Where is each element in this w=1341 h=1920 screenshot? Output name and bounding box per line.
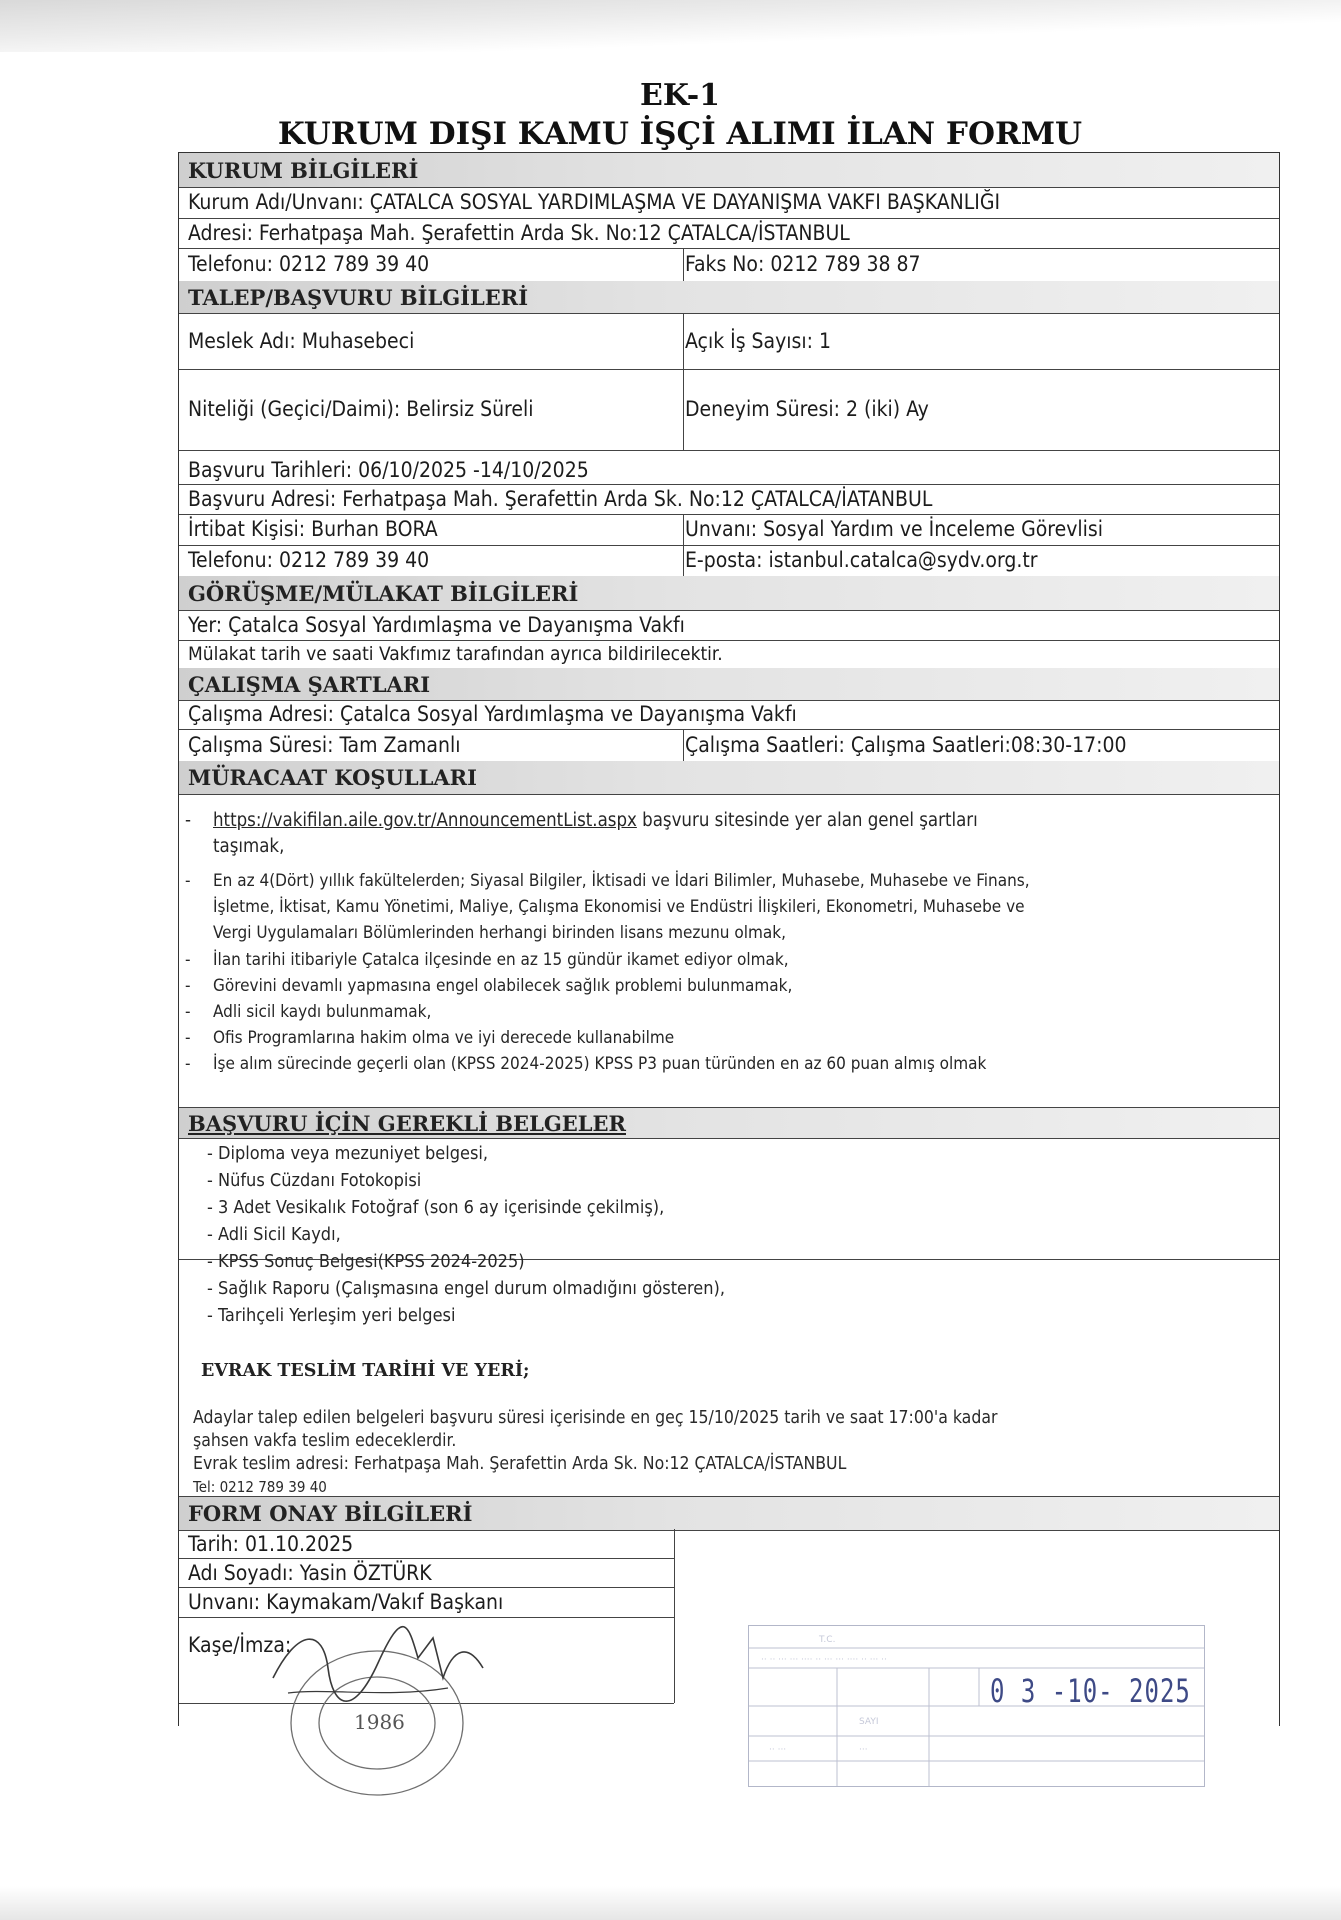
calisma-hours: Çalışma Saatleri: Çalışma Saatleri:08:30-17:00 xyxy=(685,732,1127,757)
talep-contact-title: Unvanı: Sosyal Yardım ve İnceleme Görevlisi xyxy=(685,517,1103,541)
annex-label: EK-1 xyxy=(639,78,721,113)
condition-text: Ofis Programlarına hakim olma ve iyi derecede kullanabilme xyxy=(213,1028,675,1048)
talep-contact-row xyxy=(179,514,1279,546)
talep-profession-row xyxy=(179,313,1279,370)
condition-item xyxy=(185,1025,1265,1051)
svg-text:T.C.: T.C. xyxy=(819,1635,836,1645)
onay-date: Tarih: 01.10.2025 xyxy=(188,1531,354,1556)
condition-item xyxy=(185,999,1265,1025)
evrak-line: şahsen vakfa teslim edeceklerdir. xyxy=(193,1431,457,1451)
section-muracaat xyxy=(179,761,1279,795)
talep-dates: Başvuru Tarihleri: 06/10/2025 -14/10/2025 xyxy=(188,458,589,482)
talep-open-positions: Açık İş Sayısı: 1 xyxy=(685,328,832,353)
onay-stamp-label: Kaşe/İmza: xyxy=(188,1633,292,1657)
form-title: KURUM DIŞI KAMU İŞÇİ ALIMI İLAN FORMU xyxy=(277,116,1083,152)
section-calisma xyxy=(179,668,1279,701)
document-item: - 3 Adet Vesikalık Fotoğraf (son 6 ay içerisinde çekilmiş), xyxy=(207,1197,665,1218)
onay-title: Unvanı: Kaymakam/Vakıf Başkanı xyxy=(188,1590,504,1614)
svg-text:·· ·· ··· ··· ···· ·· ··· ···: ·· ·· ··· ··· ···· ·· ··· ··· ···· ·· ··· ·· xyxy=(761,1655,887,1665)
section-kurum xyxy=(179,153,1279,188)
signature xyxy=(268,1618,528,1738)
bullet-dash: - xyxy=(185,871,191,891)
condition-text: başvuru sitesinde yer alan genel şartları xyxy=(636,810,978,831)
onay-date-row xyxy=(179,1529,674,1559)
section-onay-title: FORM ONAY BİLGİLERİ xyxy=(188,1501,473,1526)
section-muracaat-title: MÜRACAAT KOŞULLARI xyxy=(188,765,477,790)
evrak-heading: EVRAK TESLİM TARİHİ VE YERİ; xyxy=(201,1361,530,1381)
document-item: - Tarihçeli Yerleşim yeri belgesi xyxy=(207,1305,456,1326)
bullet-dash: - xyxy=(185,950,191,970)
bullet-dash: - xyxy=(185,976,191,996)
onay-title-row xyxy=(179,1587,674,1618)
document-item: - Sağlık Raporu (Çalışmasına engel durum olmadığını gösteren), xyxy=(207,1278,725,1299)
calisma-address-row xyxy=(179,700,1279,730)
section-onay xyxy=(179,1496,1279,1531)
section-calisma-title: ÇALIŞMA ŞARTLARI xyxy=(188,671,431,697)
announcement-form xyxy=(178,152,1280,1726)
section-talep-title: TALEP/BAŞVURU BİLGİLERİ xyxy=(188,284,529,310)
section-belgeler-title: BAŞVURU İÇİN GEREKLİ BELGELER xyxy=(188,1110,626,1136)
talep-nature: Niteliği (Geçici/Daimi): Belirsiz Süreli xyxy=(179,369,684,450)
gorusme-note: Mülakat tarih ve saati Vakfımız tarafından ayrıca bildirilecektir. xyxy=(188,642,723,665)
condition-text: İlan tarihi itibariyle Çatalca ilçesinde en az 15 gündür ikamet ediyor olmak, xyxy=(213,950,789,970)
talep-contact: İrtibat Kişisi: Burhan BORA xyxy=(179,514,684,545)
received-stamp-date: 0 3 -10- 2025 xyxy=(990,1672,1191,1710)
calisma-duration-row xyxy=(179,729,1279,762)
gorusme-note-row xyxy=(179,640,1279,669)
svg-text:···: ··· xyxy=(859,1745,868,1755)
condition-item xyxy=(185,973,1265,999)
talep-experience: Deneyim Süresi: 2 (iki) Ay xyxy=(685,397,929,421)
condition-text: Görevini devamlı yapmasına engel olabilecek sağlık problemi bulunmamak, xyxy=(213,976,793,996)
talep-address-row xyxy=(179,484,1279,515)
condition-item xyxy=(185,868,1265,946)
bullet-dash: - xyxy=(185,1028,191,1048)
section-belgeler xyxy=(179,1107,1279,1139)
condition-text-cont: taşımak, xyxy=(213,836,285,857)
onay-column-divider xyxy=(674,1529,675,1703)
kurum-address: Adresi: Ferhatpaşa Mah. Şerafettin Arda Sk. No:12 ÇATALCA/İSTANBUL xyxy=(188,220,850,245)
onay-name-row xyxy=(179,1558,674,1588)
talep-phone-row xyxy=(179,545,1279,577)
calisma-duration: Çalışma Süresi: Tam Zamanlı xyxy=(179,729,684,761)
talep-nature-row xyxy=(179,369,1279,451)
calisma-address: Çalışma Adresi: Çatalca Sosyal Yardımlaşma ve Dayanışma Vakfı xyxy=(188,702,797,726)
talep-address: Başvuru Adresi: Ferhatpaşa Mah. Şerafettin Arda Sk. No:12 ÇATALCA/İATANBUL xyxy=(188,486,933,511)
kurum-fax: Faks No: 0212 789 38 87 xyxy=(685,252,921,276)
bullet-dash: - xyxy=(185,810,192,831)
document-item: - Adli Sicil Kaydı, xyxy=(207,1224,341,1245)
gorusme-place-row xyxy=(179,610,1279,641)
condition-text: En az 4(Dört) yıllık fakültelerden; Siyasal Bilgiler, İktisadi ve İdari Bilimler, Muhasebe, Muhasebe ve Finans, xyxy=(213,871,1030,891)
seal-year: 1986 xyxy=(354,1710,405,1734)
svg-text:SAYI: SAYI xyxy=(859,1717,879,1727)
condition-text-cont: Vergi Uygulamaları Bölümlerinden herhangi birinden lisans mezunu olmak, xyxy=(213,923,786,943)
kurum-phone: Telefonu: 0212 789 39 40 xyxy=(179,248,684,281)
onay-name: Adı Soyadı: Yasin ÖZTÜRK xyxy=(188,1560,432,1585)
condition-item xyxy=(185,947,1265,973)
kurum-name: Kurum Adı/Unvanı: ÇATALCA SOSYAL YARDIMLAŞMA VE DAYANIŞMA VAKFI BAŞKANLIĞI xyxy=(188,190,1001,214)
evrak-line: Evrak teslim adresi: Ferhatpaşa Mah. Şerafettin Arda Sk. No:12 ÇATALCA/İSTANBUL xyxy=(193,1454,847,1474)
gorusme-place: Yer: Çatalca Sosyal Yardımlaşma ve Dayanışma Vakfı xyxy=(188,612,685,637)
condition-item xyxy=(185,808,1265,860)
section-talep xyxy=(179,281,1279,314)
section-gorusme xyxy=(179,576,1279,611)
bullet-dash: - xyxy=(185,1054,191,1074)
svg-text:·· ···: ·· ··· xyxy=(769,1745,787,1755)
kurum-address-row xyxy=(179,218,1279,249)
talep-profession: Meslek Adı: Muhasebeci xyxy=(179,313,684,369)
evrak-line: Adaylar talep edilen belgeleri başvuru süresi içerisinde en geç 15/10/2025 tarih ve saat 17:00'a kadar xyxy=(193,1408,998,1428)
condition-text: Adli sicil kaydı bulunmamak, xyxy=(213,1002,432,1022)
bullet-dash: - xyxy=(185,1002,191,1022)
condition-item xyxy=(185,1051,1265,1077)
document-item: - Diploma veya mezuniyet belgesi, xyxy=(207,1143,489,1164)
scan-shadow-top xyxy=(0,0,1341,52)
application-link[interactable]: https://vakifilan.aile.gov.tr/AnnouncementList.aspx xyxy=(213,810,637,831)
section-gorusme-title: GÖRÜŞME/MÜLAKAT BİLGİLERİ xyxy=(188,580,579,606)
document-item: - Nüfus Cüzdanı Fotokopisi xyxy=(207,1170,422,1191)
condition-text-cont: İşletme, İktisat, Kamu Yönetimi, Maliye, Çalışma Ekonomisi ve Endüstri İlişkileri, Ekonometri, Muhasebe ve xyxy=(213,897,1025,917)
document-item: - KPSS Sonuç Belgesi(KPSS 2024-2025) xyxy=(207,1251,525,1272)
evrak-phone: Tel: 0212 789 39 40 xyxy=(193,1478,327,1496)
talep-phone: Telefonu: 0212 789 39 40 xyxy=(179,545,684,576)
scan-shadow-bottom xyxy=(0,1886,1341,1920)
condition-text: İşe alım sürecinde geçerli olan (KPSS 2024-2025) KPSS P3 puan türünden en az 60 puan almış olmak xyxy=(213,1054,987,1074)
talep-email: E-posta: istanbul.catalca@sydv.org.tr xyxy=(685,548,1038,572)
kurum-contact-row xyxy=(179,248,1279,282)
section-kurum-title: KURUM BİLGİLERİ xyxy=(188,157,419,183)
kurum-name-row xyxy=(179,187,1279,219)
talep-dates-row xyxy=(179,450,1279,485)
